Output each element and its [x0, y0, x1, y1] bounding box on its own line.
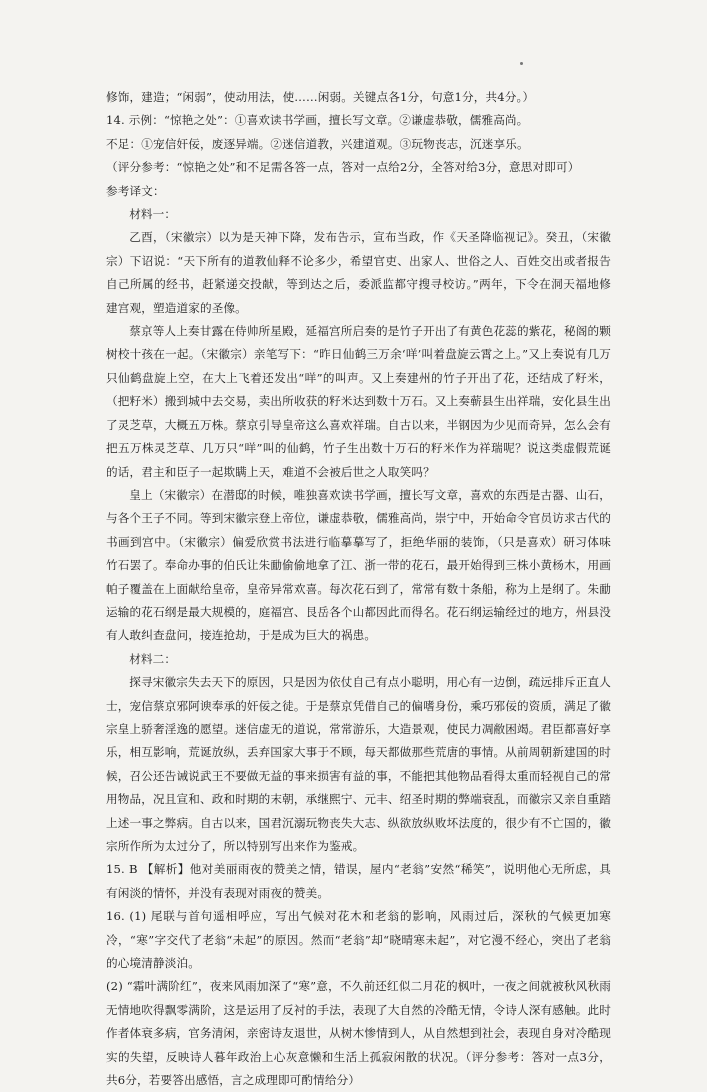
question-14-answer: 14. 示例：“惊艳之处”：①喜欢读书学画，擅长写文章。②谦虚恭敬，儒雅高尚。 — [106, 113, 529, 128]
material-two-paragraph: 探寻宋徽宗失去天下的原因，只是因为依仗自己有点小聪明，用心有一边倒，疏远排斥正直人士，宠信蔡京邪阿谀奉承的奸佞之徒。于是蔡京凭借自己的偏嗜身份，乘巧邪佞的资质，满足了徽宗皇上骄奢淫逸的愿望。迷信虚无的道说，常常游乐，大造景观，使民力凋敝困竭。君臣都喜好享乐，相互影响，荒诞放纵，丢弃国家大事于不顾，每天都做那些荒唐的事情。从前周朝新建国的时候，召公还告诫说武王不要做无益的事来损害有益的事，不能把其他物品看得太重而轻视自己的常用物品，况且宣和、政和时期的末朝，承继熙宁、元丰、绍圣时期的弊端衰乱，而徽宗又亲自重踏上述一事之弊病。自古以来，国君沉溺玩物丧失大志、纵欲放纵败坏法度的，很少有不亡国的，徽宗所作所为太过分了，所以特别写出来作为鉴戒。 — [106, 675, 611, 853]
material-one-heading: 材料一： — [129, 207, 177, 222]
material-one-paragraph-3: 皇上（宋徽宗）在潜邸的时候，唯独喜欢读书学画，擅长写文章，喜欢的东西是古器、山石，与各个王子不同。等到宋徽宗登上帝位，谦虚恭敬，儒雅高尚，崇宁中，开始命令官员访求古代的书画到宫中。（宋徽宗）偏爱欣赏书法进行临摹摹写了，拒绝华丽的装饰，（只是喜欢）研习体味竹石罢了。奉命办事的伯氏让朱勔偷偷地拿了江、浙一带的花石，最开始得到三株小黄杨木，用画帕子覆盖在上面献给皇帝，皇帝异常欢喜。每次花石到了，常常有数十条船，称为上是纲了。朱勔运输的花石纲是最大规模的，庭福宫、艮岳各个山都因此而得名。花石纲运输经过的地方，州县没有人敢纠查盘问，接连抢劫，于是成为巨大的祸患。 — [106, 487, 611, 643]
question-16-answer-1: 16. (1) 尾联与首句遥相呼应，写出气候对花木和老翁的影响，风雨过后，深秋的气候更加寒冷，“寒”字交代了老翁“未起”的原因。然而“老翁”却“晓晴寒未起”，对它漫不经心，突出了老翁的心境清静淡泊。 — [106, 909, 611, 971]
material-two-heading: 材料二： — [129, 651, 177, 666]
material-one-paragraph-2: 蔡京等人上奏甘露在侍帅所星殿，延福宫所启奏的是竹子开出了有黄色花蕊的紫花，秘阁的颗树校十孩在一起。（宋徽宗）亲笔写下：“昨日仙鹤三万余‘咩’叫着盘旋云霄之上。”又上奏说有几万只仙鹤盘旋上空，在大上飞着还发出“咩”的叫声。又上奏建州的竹子开出了花，还结成了籽米，（把籽米）搬到城中去交易，卖出所收获的籽米达到数十万石。又上奏蕲县生出祥瑞，安化县生出了灵芝草，大概五万株。蔡京引导皇帝这么喜欢祥瑞。自古以来，半钢因为少见而奇异，怎么会有把五万株灵芝草、几万只“咩”叫的仙鹤，竹子生出数十万石的籽米作为祥瑞呢？说这类虚假荒诞的话，君主和臣子一起欺瞒上天，难道不会被后世之人取笑吗？ — [106, 324, 611, 479]
scoring-note: （评分参考：“惊艳之处”和不足需各答一点，答对一点给2分，全答对给3分，意思对即可） — [106, 160, 580, 175]
page-mark — [520, 62, 523, 65]
question-14-shortcoming: 不足：①宠信奸佞，废逐异端。②迷信道教，兴建道观。③玩物丧志，沉迷享乐。 — [106, 136, 529, 151]
text-line-1: 修饰，建造；“闲弱”，使动用法，使……闲弱。关键点各1分，句意1分，共4分。） — [106, 90, 535, 104]
material-one-paragraph-1: 乙酉，（宋徽宗）以为是天神下降，发布告示，宣布当政，作《天圣降临视记》。癸丑，（宋徽宗）下诏说：“天下所有的道教仙释不论多少，希望官吏、出家人、世俗之人、百姓交出或者报告自己所属的经书，赶紧递交投献，等到达之后，委派监都守搜寻校访。”两年，下令在洞天福地修建宫观，塑造道家的圣像。 — [106, 230, 611, 315]
question-16-answer-2: (2) “霜叶满阶红”，夜来风雨加深了“寒”意，不久前还红似二月花的枫叶，一夜之间就被秋风秋雨无情地吹得飘零满阶，这是运用了反衬的手法，表现了大自然的冷酷无情，令诗人深有感触。此时作者体衰多病，官务清闲，亲密诗友退世，从树木惨情到人，从自然想到社会，表现自身对冷酷现实的失望，反映诗人暮年政治上心灰意懒和生活上孤寂闲散的状况。（评分参考：答对一点3分，共6分，若要答出感悟，言之成理即可酌情给分） — [106, 979, 611, 1088]
question-15-answer: 15. B 【解析】他对美丽雨夜的赞美之情，错误，屋内“老翁”安然“稀笑”，说明他心无所虑，具有闲淡的情怀，并没有表现对雨夜的赞美。 — [106, 862, 611, 900]
reference-translation-heading: 参考译文： — [106, 183, 165, 198]
